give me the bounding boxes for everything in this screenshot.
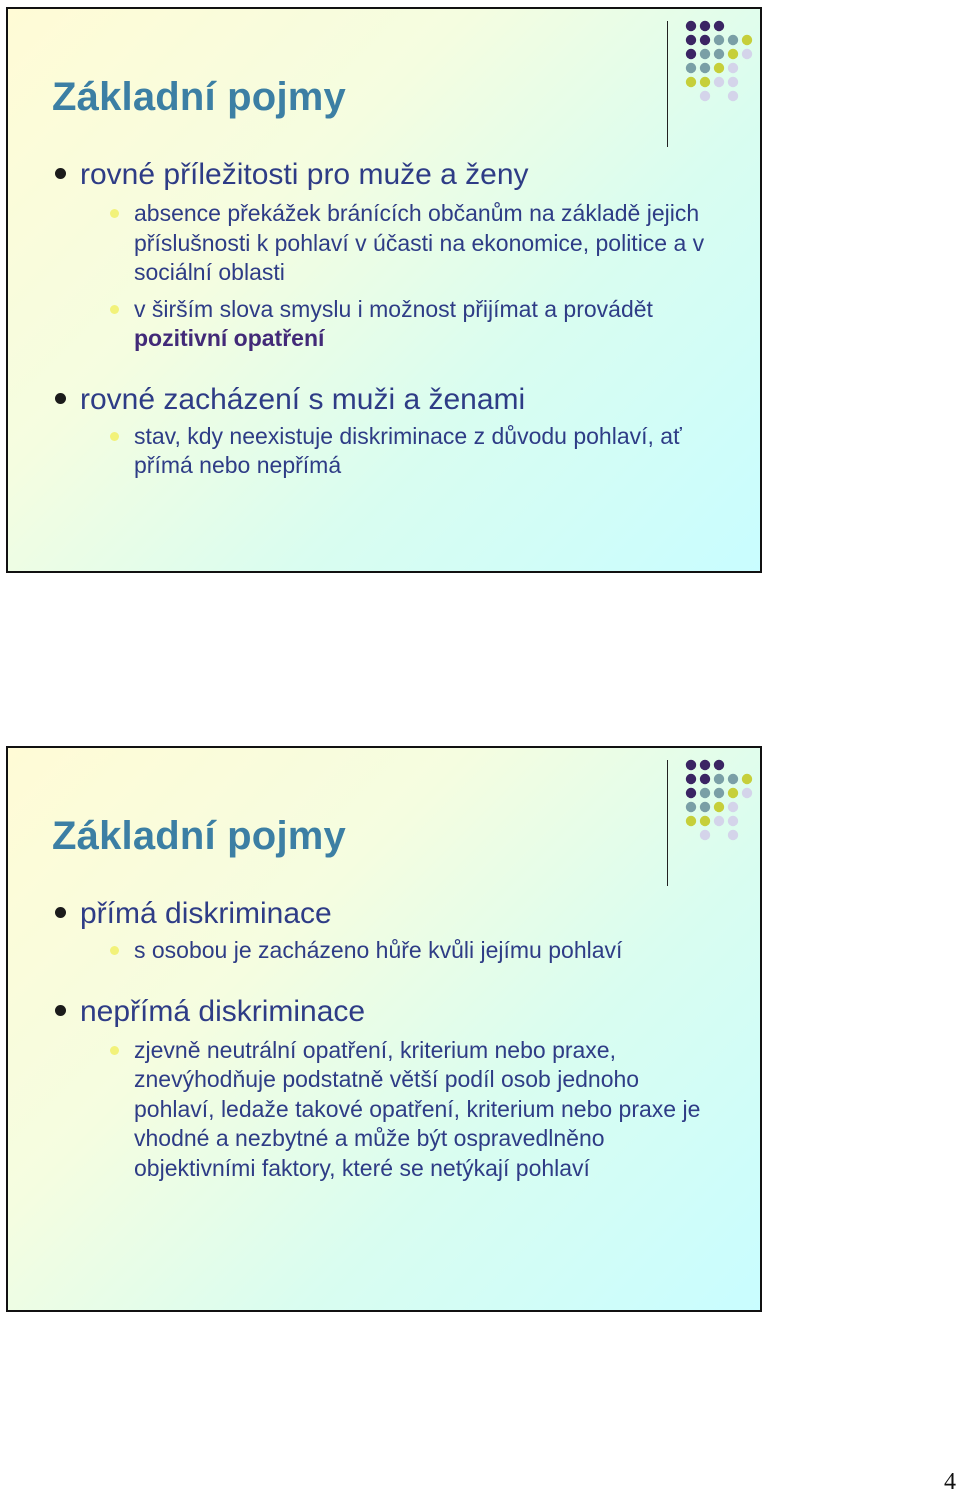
divider-line bbox=[667, 760, 668, 886]
sub-item-text: zjevně neutrální opatření, kriterium nebo praxe, znevýhodňuje podstatně větší podíl osob jednoho pohlaví, ledaže takové opatření, kriterium nebo praxe je vhodné a nezbytné a může být ospravedlněno objektivními faktory, které se netýkají pohlaví bbox=[134, 1036, 701, 1181]
decor-dot bbox=[700, 760, 710, 770]
sub-bullet-icon bbox=[110, 946, 119, 955]
decor-dot bbox=[700, 63, 710, 73]
decor-dot bbox=[714, 816, 724, 826]
decor-dot bbox=[714, 63, 724, 73]
slide-title: Základní pojmy bbox=[52, 814, 346, 858]
decor-dot bbox=[714, 760, 724, 770]
decor-dot bbox=[700, 77, 710, 87]
decor-dot bbox=[700, 788, 710, 798]
item-text: rovné zacházení s muži a ženami bbox=[80, 382, 526, 416]
decor-dot bbox=[742, 35, 752, 45]
sub-bullet-icon bbox=[110, 305, 119, 314]
sub-bullet-icon bbox=[110, 209, 119, 218]
decor-dot bbox=[686, 788, 696, 798]
decor-dot bbox=[700, 816, 710, 826]
decor-dot bbox=[686, 816, 696, 826]
decor-dot bbox=[686, 774, 696, 784]
slide-2 bbox=[6, 746, 762, 1312]
bullet-icon bbox=[55, 907, 66, 918]
decor-dot bbox=[700, 21, 710, 31]
list-item bbox=[54, 157, 714, 193]
decor-dot bbox=[742, 774, 752, 784]
sub-item-text: v širším slova smyslu i možnost přijímat a provádět bbox=[134, 295, 653, 322]
decor-dot bbox=[728, 788, 738, 798]
sub-item bbox=[134, 422, 734, 481]
decor-dot bbox=[728, 830, 738, 840]
decor-dot bbox=[686, 21, 696, 31]
decor-dot bbox=[686, 802, 696, 812]
sub-bullet-icon bbox=[110, 432, 119, 441]
decor-dot bbox=[728, 91, 738, 101]
emphasis-text: pozitivní opatření bbox=[134, 325, 325, 351]
decor-dot bbox=[714, 21, 724, 31]
decor-dot bbox=[714, 774, 724, 784]
bullet-icon bbox=[55, 1005, 66, 1016]
decor-dot bbox=[714, 788, 724, 798]
decor-dot bbox=[714, 802, 724, 812]
sub-item bbox=[134, 1036, 714, 1184]
decor-dot bbox=[728, 802, 738, 812]
divider-line bbox=[667, 21, 668, 147]
decor-dot bbox=[728, 63, 738, 73]
decor-dot bbox=[686, 63, 696, 73]
decor-dot bbox=[700, 35, 710, 45]
decor-dot bbox=[742, 788, 752, 798]
item-text: rovné příležitosti pro muže a ženy bbox=[80, 158, 529, 191]
bullet-list bbox=[54, 157, 714, 481]
decor-dot bbox=[728, 35, 738, 45]
decor-dot bbox=[700, 802, 710, 812]
slide-title: Základní pojmy bbox=[52, 75, 346, 119]
decor-dot bbox=[686, 77, 696, 87]
list-item bbox=[54, 896, 714, 932]
decor-dot bbox=[728, 49, 738, 59]
slide-1 bbox=[6, 7, 762, 573]
decor-dot bbox=[714, 35, 724, 45]
decor-dot bbox=[700, 774, 710, 784]
decor-dot bbox=[700, 49, 710, 59]
sub-item bbox=[134, 199, 714, 288]
decor-dot bbox=[728, 816, 738, 826]
decor-dot bbox=[686, 49, 696, 59]
sub-item bbox=[134, 295, 724, 354]
decor-dot bbox=[714, 77, 724, 87]
sub-item-text: s osobou je zacházeno hůře kvůli jejímu pohlaví bbox=[134, 937, 623, 963]
decor-dot bbox=[700, 830, 710, 840]
item-text: přímá diskriminace bbox=[80, 897, 332, 930]
decor-dot bbox=[714, 49, 724, 59]
sub-item-text: absence překážek bránících občanům na základě jejich příslušnosti k pohlaví v účasti na ekonomice, politice a v sociální oblasti bbox=[134, 200, 705, 285]
sub-item-text: stav, kdy neexistuje diskriminace z důvodu pohlaví, ať přímá nebo nepřímá bbox=[134, 422, 682, 478]
bullet-icon bbox=[55, 393, 66, 404]
decor-dot bbox=[728, 774, 738, 784]
decor-dot bbox=[686, 35, 696, 45]
item-text: nepřímá diskriminace bbox=[80, 994, 366, 1028]
decor-dot bbox=[728, 77, 738, 87]
decor-dot bbox=[686, 760, 696, 770]
bullet-icon bbox=[55, 168, 66, 179]
bullet-list bbox=[54, 896, 714, 1183]
sub-bullet-icon bbox=[110, 1046, 119, 1055]
list-item bbox=[54, 382, 714, 418]
sub-item bbox=[134, 936, 734, 966]
dot-grid-decoration bbox=[684, 19, 764, 131]
list-item bbox=[54, 994, 714, 1030]
decor-dot bbox=[742, 49, 752, 59]
decor-dot bbox=[700, 91, 710, 101]
dot-grid-decoration bbox=[684, 758, 764, 870]
page-number: 4 bbox=[944, 1469, 956, 1495]
